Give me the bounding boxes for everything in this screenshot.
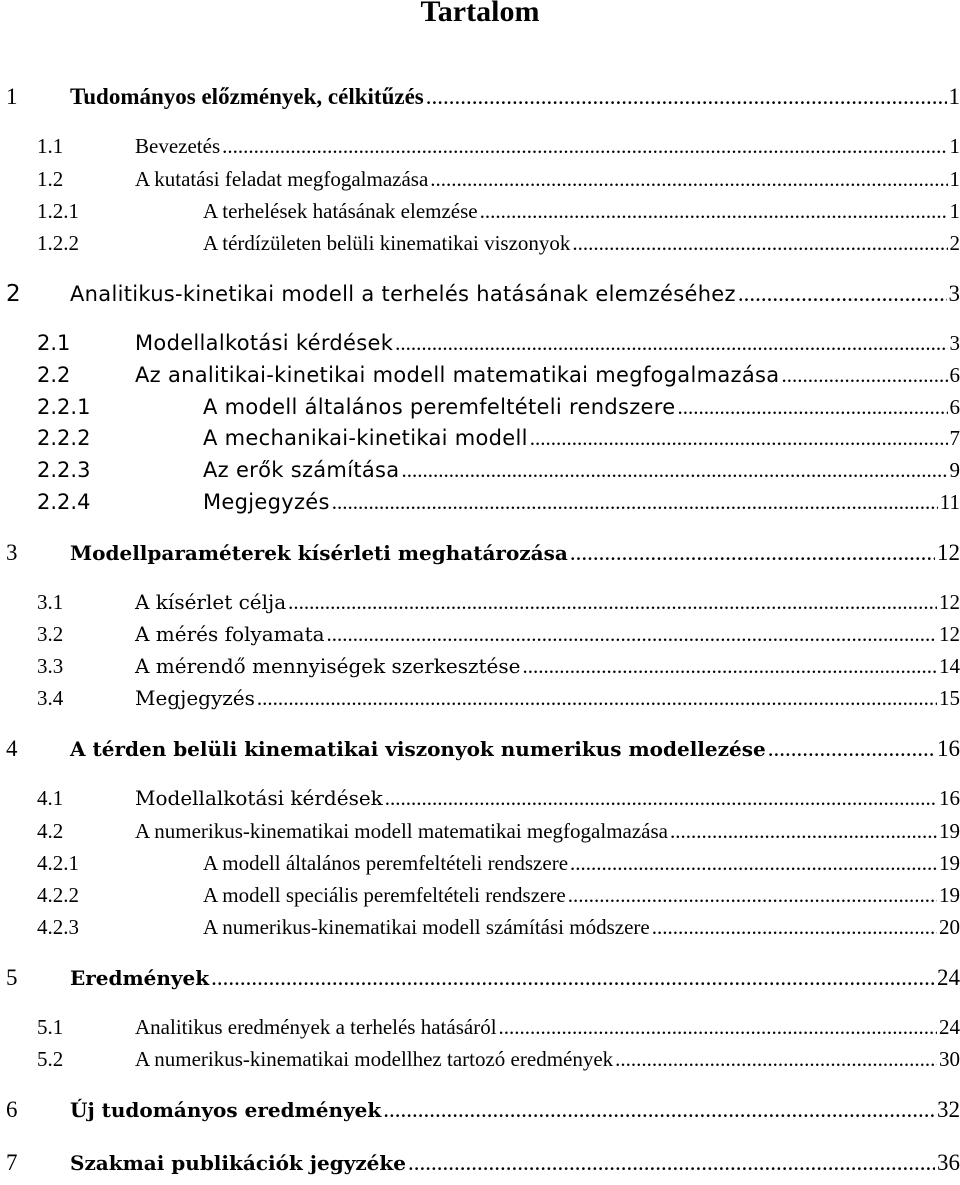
- toc-entry-number: 3.2: [37, 622, 64, 646]
- dot-leader: [738, 279, 947, 309]
- toc-entry-level2[interactable]: [0, 620, 960, 652]
- toc-entry-level2[interactable]: [0, 132, 960, 164]
- toc-entry-number: 1: [6, 84, 18, 109]
- toc-entry-level2[interactable]: [0, 1013, 960, 1045]
- toc-entry-page: 1: [949, 134, 960, 158]
- toc-entry-number: 5: [6, 965, 18, 990]
- dot-leader: [426, 82, 947, 112]
- toc-entry-number: 2.2.4: [37, 490, 91, 514]
- toc-entry-level3[interactable]: [0, 229, 960, 261]
- toc-entry-page: 36: [937, 1150, 960, 1175]
- toc-entry-page: 19: [939, 851, 960, 875]
- toc-entry-title: Analitikus eredmények a terhelés hatásáról: [135, 1015, 497, 1039]
- toc-entry-title: A numerikus-kinematikai modellhez tartozó eredmények: [135, 1047, 614, 1071]
- dot-leader: [327, 620, 937, 648]
- toc-entry-level2[interactable]: [0, 329, 960, 361]
- toc-entry-level1[interactable]: [0, 963, 960, 995]
- toc-entry-page: 14: [939, 654, 960, 678]
- toc-entry-level2[interactable]: [0, 684, 960, 716]
- dot-leader: [257, 684, 937, 712]
- toc-entry-number: 2.1: [37, 331, 71, 355]
- dot-leader: [570, 849, 937, 877]
- toc-entry-title: A modell speciális peremfeltételi rendszere: [203, 883, 566, 907]
- toc-entry-level2[interactable]: [0, 361, 960, 393]
- toc-entry-number: 5.2: [37, 1047, 64, 1071]
- toc-entry-page: 15: [939, 686, 960, 710]
- toc-entry-title: Az erők számítása: [203, 458, 400, 482]
- toc-entry-page: 2: [949, 231, 960, 255]
- dot-leader: [385, 784, 937, 812]
- toc-entry-title: Modellalkotási kérdések: [135, 331, 394, 355]
- toc-entry-number: 1.2.1: [37, 199, 79, 223]
- toc-entry-level1[interactable]: [0, 1148, 960, 1180]
- toc-entry-page: 12: [939, 590, 960, 614]
- toc-entry-title: Eredmények: [70, 966, 210, 990]
- toc-entry-page: 16: [939, 786, 960, 810]
- toc-entry-level1[interactable]: [0, 734, 960, 766]
- toc-entry-title: Tudományos előzmények, célkitűzés: [70, 84, 424, 109]
- dot-leader: [670, 817, 937, 845]
- toc-entry-level3[interactable]: [0, 456, 960, 488]
- toc-entry-number: 2.2.2: [37, 426, 91, 450]
- toc-entry-number: 3: [6, 540, 18, 565]
- toc-entry-level2[interactable]: [0, 588, 960, 620]
- toc-entry-title: A terhelések hatásának elemzése: [203, 199, 478, 223]
- toc-entry-level3[interactable]: [0, 913, 960, 945]
- toc-entry-title: Analitikus-kinetikai modell a terhelés hatásának elemzéséhez: [70, 282, 736, 306]
- toc-entry-number: 1.2.2: [37, 231, 79, 255]
- toc-entry-page: 11: [939, 490, 960, 514]
- toc-entry-title: Szakmai publikációk jegyzéke: [70, 1151, 406, 1175]
- dot-leader: [222, 132, 947, 160]
- dot-leader: [572, 229, 947, 257]
- toc-entry-page: 6: [949, 363, 960, 387]
- toc-entry-page: 9: [949, 458, 960, 482]
- toc-entry-number: 5.1: [37, 1015, 64, 1039]
- toc-entry-title: A mechanikai-kinetikai modell: [203, 426, 528, 450]
- toc-entry-title: A mérés folyamata: [135, 622, 325, 646]
- toc-entry-title: Modellalkotási kérdések: [135, 786, 383, 810]
- page-title: Tartalom: [420, 0, 540, 28]
- toc-entry-title: A térdízületen belüli kinematikai viszonyok: [203, 231, 571, 255]
- dot-leader: [383, 1095, 935, 1125]
- dot-leader: [499, 1013, 937, 1041]
- toc-entry-page: 32: [937, 1097, 960, 1122]
- dot-leader: [568, 881, 937, 909]
- toc-entry-number: 2.2.3: [37, 458, 91, 482]
- dot-leader: [211, 963, 935, 993]
- toc-entry-page: 24: [937, 965, 960, 990]
- dot-leader: [332, 488, 938, 516]
- dot-leader: [781, 361, 947, 389]
- toc-entry-page: 7: [949, 426, 960, 450]
- toc-entry-number: 7: [6, 1150, 18, 1175]
- dot-leader: [401, 456, 947, 484]
- toc-entry-level3[interactable]: [0, 197, 960, 229]
- toc-entry-level3[interactable]: [0, 849, 960, 881]
- toc-entry-level3[interactable]: [0, 393, 960, 425]
- toc-entry-title: Megjegyzés: [135, 686, 255, 710]
- toc-entry-level1[interactable]: [0, 82, 960, 114]
- toc-entry-level3[interactable]: [0, 881, 960, 913]
- toc-entry-title: A kísérlet célja: [135, 590, 287, 614]
- toc-entry-page: 6: [949, 395, 960, 419]
- dot-leader: [522, 652, 937, 680]
- toc-entry-number: 4.2.2: [37, 883, 79, 907]
- toc-entry-page: 19: [939, 883, 960, 907]
- toc-entry-page: 16: [937, 736, 960, 761]
- toc-entry-title: Modellparaméterek kísérleti meghatározása: [70, 541, 568, 565]
- toc-entry-page: 3: [949, 331, 960, 355]
- toc-entry-number: 1.1: [37, 134, 64, 158]
- toc-entry-page: 3: [948, 281, 960, 306]
- dot-leader: [480, 197, 948, 225]
- toc-entry-title: A numerikus-kinematikai modell matematikai megfogalmazása: [135, 819, 668, 843]
- toc-entry-page: 30: [939, 1047, 960, 1071]
- toc-entry-number: 3.4: [37, 686, 64, 710]
- toc-entry-number: 4.2: [37, 819, 64, 843]
- toc-entry-page: 1: [949, 167, 960, 191]
- toc-entry-number: 2.2.1: [37, 395, 91, 419]
- toc-entry-number: 2: [6, 281, 21, 307]
- toc-entry-page: 20: [939, 915, 960, 939]
- toc-entry-level2[interactable]: [0, 1045, 960, 1077]
- toc-entry-level2[interactable]: [0, 165, 960, 197]
- toc-entry-title: A numerikus-kinematikai modell számítási módszere: [203, 915, 650, 939]
- toc-entry-page: 19: [939, 819, 960, 843]
- toc-entry-number: 4: [6, 736, 18, 761]
- dot-leader: [768, 734, 935, 764]
- toc-entry-number: 6: [6, 1097, 18, 1122]
- toc-entry-title: Megjegyzés: [203, 490, 330, 514]
- toc-entry-title: Az analitikai-kinetikai modell matematikai megfogalmazása: [135, 363, 780, 387]
- toc-entry-title: A modell általános peremfeltételi rendszere: [203, 395, 676, 419]
- toc-entry-level2[interactable]: [0, 784, 960, 816]
- toc-entry-number: 3.3: [37, 654, 64, 678]
- dot-leader: [615, 1045, 937, 1073]
- toc-entry-number: 1.2: [37, 167, 64, 191]
- toc-entry-title: A térden belüli kinematikai viszonyok numerikus modellezése: [70, 737, 766, 761]
- toc-entry-title: A modell általános peremfeltételi rendszere: [203, 851, 569, 875]
- toc-entry-level1[interactable]: [0, 1095, 960, 1127]
- toc-entry-title: A mérendő mennyiségek szerkesztése: [135, 654, 521, 678]
- dot-leader: [530, 424, 948, 452]
- toc-entry-page: 24: [939, 1015, 960, 1039]
- dot-leader: [430, 165, 947, 193]
- toc-entry-page: 12: [939, 622, 960, 646]
- dot-leader: [288, 588, 937, 616]
- toc-entry-number: 4.1: [37, 786, 64, 810]
- toc-entry-level3[interactable]: [0, 488, 960, 520]
- dot-leader: [677, 393, 947, 421]
- toc-entry-title: A kutatási feladat megfogalmazása: [135, 167, 429, 191]
- dot-leader: [395, 329, 947, 357]
- toc-entry-level3[interactable]: [0, 424, 960, 456]
- toc-entry-page: 12: [937, 540, 960, 565]
- toc-entry-number: 4.2.3: [37, 915, 79, 939]
- toc-entry-level2[interactable]: [0, 652, 960, 684]
- dot-leader: [570, 538, 935, 568]
- toc-entry-page: 1: [949, 199, 960, 223]
- dot-leader: [408, 1148, 935, 1178]
- toc-entry-number: 2.2: [37, 363, 71, 387]
- toc-entry-number: 3.1: [37, 590, 64, 614]
- toc-entry-number: 4.2.1: [37, 851, 79, 875]
- toc-entry-level2[interactable]: [0, 817, 960, 849]
- toc-entry-level1[interactable]: [0, 538, 960, 570]
- toc-entry-title: Bevezetés: [135, 134, 221, 158]
- toc-entry-title: Új tudományos eredmények: [70, 1098, 382, 1122]
- dot-leader: [652, 913, 937, 941]
- toc-entry-page: 1: [948, 84, 960, 109]
- toc-entry-level1[interactable]: [0, 279, 960, 311]
